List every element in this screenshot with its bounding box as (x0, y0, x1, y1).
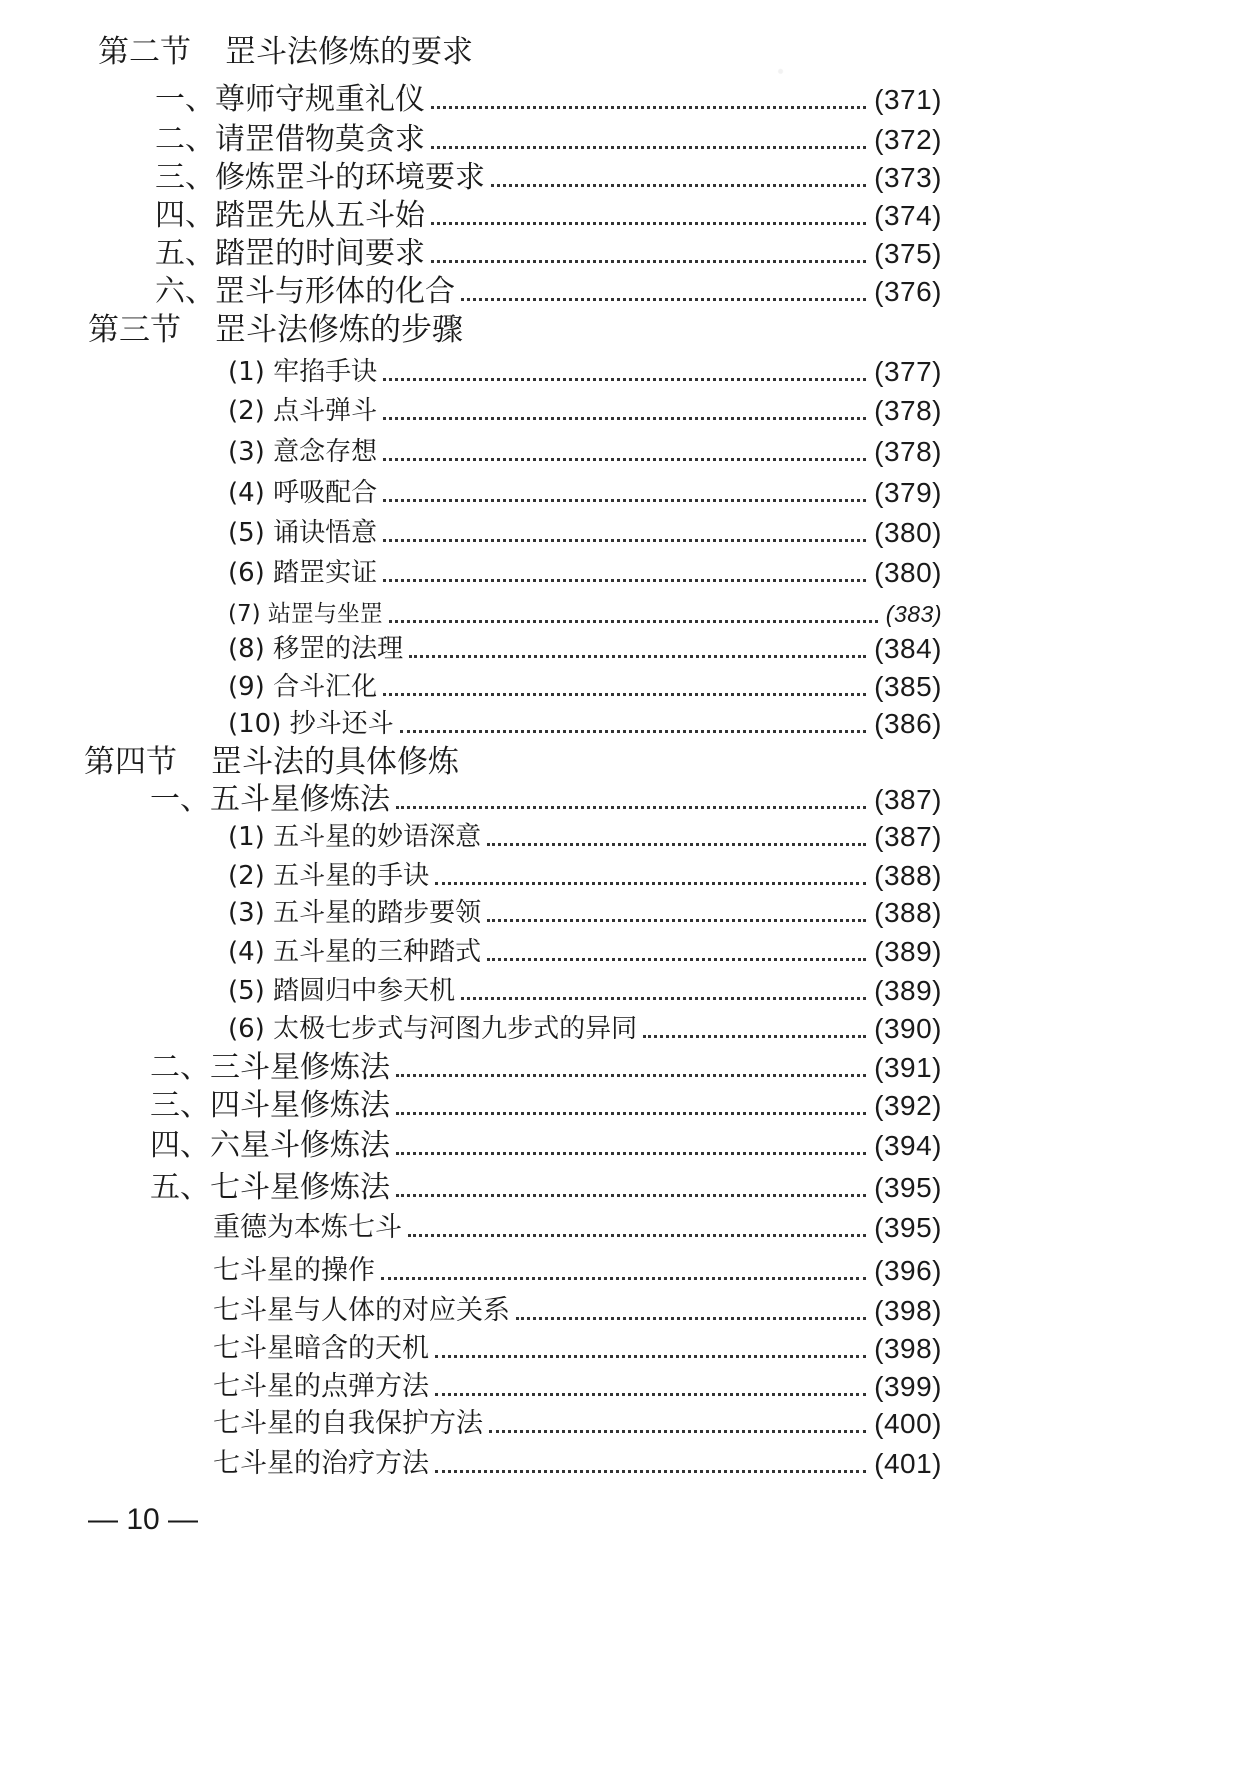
toc-entry (155, 82, 942, 118)
dot-leader (643, 1035, 866, 1038)
entry-page: (388) (874, 897, 942, 928)
dot-leader (383, 378, 866, 381)
entry-title: (4) 呼吸配合 (228, 478, 378, 508)
dot-leader (396, 1074, 866, 1077)
toc-entry (228, 669, 942, 705)
section-heading (88, 311, 463, 349)
toc-entry (228, 895, 942, 931)
entry-page: (380) (874, 557, 942, 588)
entry-title: 七斗星暗含的天机 (213, 1333, 429, 1364)
dot-leader (383, 499, 866, 502)
entry-page: (377) (874, 356, 942, 387)
dot-leader (383, 579, 866, 582)
toc-entry (228, 555, 942, 591)
entry-page: (373) (874, 162, 942, 193)
entry-title: 七斗星的点弹方法 (213, 1371, 429, 1402)
toc-entry (228, 354, 942, 390)
entry-page: (394) (874, 1130, 942, 1161)
toc-entry (228, 858, 942, 894)
section-title: 罡斗法的具体修炼 (211, 744, 459, 780)
entry-page: (391) (874, 1052, 942, 1083)
entry-page: (387) (874, 784, 942, 815)
entry-page: (380) (874, 517, 942, 548)
entry-page: (389) (874, 936, 942, 967)
entry-page: (398) (874, 1295, 942, 1326)
entry-title: (6) 太极七步式与河图九步式的异同 (228, 1014, 638, 1044)
entry-title: (10) 抄斗还斗 (228, 709, 394, 739)
toc-entry (228, 706, 942, 742)
entry-title: 四、六星斗修炼法 (150, 1128, 390, 1163)
entry-title: 七斗星的自我保护方法 (213, 1408, 483, 1439)
section-title: 罡斗法修炼的要求 (225, 34, 473, 70)
dot-leader (409, 655, 866, 658)
entry-page: (390) (874, 1013, 942, 1044)
entry-title: (3) 意念存想 (228, 437, 378, 467)
toc-entry (150, 1088, 942, 1124)
toc-entry (213, 1406, 942, 1442)
entry-page: (376) (874, 276, 942, 307)
entry-title: 三、修炼罡斗的环境要求 (155, 160, 485, 195)
entry-title: 四、踏罡先从五斗始 (155, 198, 425, 233)
entry-page: (398) (874, 1333, 942, 1364)
entry-title: (5) 踏圆归中参天机 (228, 976, 456, 1006)
section-heading (84, 743, 459, 781)
entry-page: (387) (874, 821, 942, 852)
dot-leader (383, 539, 866, 542)
toc-entry (213, 1369, 942, 1405)
entry-title: (3) 五斗星的踏步要领 (228, 898, 482, 928)
entry-title: (7) 站罡与坐罡 (228, 601, 383, 627)
dot-leader (431, 146, 866, 149)
entry-page: (400) (874, 1408, 942, 1439)
toc-entry (155, 198, 942, 234)
dot-leader (396, 1112, 866, 1115)
dot-leader (461, 997, 866, 1000)
entry-page: (401) (874, 1448, 942, 1479)
dot-leader (396, 806, 866, 809)
entry-title: (2) 五斗星的手诀 (228, 861, 430, 891)
toc-entry (150, 1050, 942, 1086)
entry-title: 二、三斗星修炼法 (150, 1050, 390, 1085)
toc-entry (213, 1331, 942, 1367)
section-title: 罡斗法修炼的步骤 (215, 312, 463, 348)
entry-page: (385) (874, 671, 942, 702)
dot-leader (431, 222, 866, 225)
toc-entry (228, 631, 942, 667)
entry-title: 五、七斗星修炼法 (150, 1170, 390, 1205)
section-heading (98, 33, 473, 71)
dot-leader (396, 1152, 866, 1155)
dot-leader (431, 106, 866, 109)
toc-entry (228, 475, 942, 511)
entry-page: (395) (874, 1212, 942, 1243)
dot-leader (461, 298, 866, 301)
entry-title: 一、五斗星修炼法 (150, 782, 390, 817)
toc-entry (228, 934, 942, 970)
entry-title: (4) 五斗星的三种踏式 (228, 937, 482, 967)
section-label: 第二节 (98, 34, 191, 70)
dot-leader (435, 1355, 866, 1358)
dot-leader (383, 458, 866, 461)
toc-entry (228, 434, 942, 470)
toc-entry (155, 274, 942, 310)
entry-page: (386) (874, 708, 942, 739)
entry-title: (2) 点斗弹斗 (228, 396, 378, 426)
entry-page: (392) (874, 1090, 942, 1121)
toc-entry (228, 1011, 942, 1047)
toc-entry (213, 1293, 942, 1329)
toc-entry (228, 819, 942, 855)
entry-page: (396) (874, 1255, 942, 1286)
toc-entry (228, 973, 942, 1009)
dot-leader (383, 417, 866, 420)
toc-entry (155, 160, 942, 196)
page-number: — 10 — (88, 1503, 199, 1536)
entry-title: (8) 移罡的法理 (228, 634, 404, 664)
entry-page: (388) (874, 860, 942, 891)
entry-title: (9) 合斗汇化 (228, 672, 378, 702)
entry-page: (384) (874, 633, 942, 664)
toc-entry (150, 1170, 942, 1206)
toc-entry (213, 1210, 942, 1246)
entry-title: (6) 踏罡实证 (228, 558, 378, 588)
dot-leader (381, 1277, 866, 1280)
dot-leader (487, 919, 866, 922)
entry-page: (395) (874, 1172, 942, 1203)
dot-leader (400, 730, 866, 733)
section-label: 第三节 (88, 312, 181, 348)
entry-title: 七斗星的治疗方法 (213, 1448, 429, 1479)
dot-leader (489, 1430, 866, 1433)
entry-title: 一、尊师守规重礼仪 (155, 82, 425, 117)
entry-title: 五、踏罡的时间要求 (155, 236, 425, 271)
entry-title: (1) 五斗星的妙语深意 (228, 822, 482, 852)
dot-leader (516, 1317, 866, 1320)
entry-page: (389) (874, 975, 942, 1006)
toc-entry (228, 515, 942, 551)
dot-leader (435, 882, 866, 885)
toc-entry (150, 1128, 942, 1164)
dot-leader (396, 1194, 866, 1197)
dot-leader (435, 1393, 866, 1396)
dot-leader (435, 1470, 866, 1473)
section-label: 第四节 (84, 744, 177, 780)
entry-title: (5) 诵诀悟意 (228, 518, 378, 548)
entry-page: (374) (874, 200, 942, 231)
dot-leader (408, 1234, 866, 1237)
entry-page: (379) (874, 477, 942, 508)
dot-leader (383, 693, 866, 696)
entry-page: (375) (874, 238, 942, 269)
entry-page: (372) (874, 124, 942, 155)
toc-entry (228, 393, 942, 429)
toc-entry (155, 236, 942, 272)
dot-leader (487, 958, 866, 961)
dot-leader (487, 843, 866, 846)
entry-page: (399) (874, 1371, 942, 1402)
entry-page: (383) (885, 601, 942, 627)
toc-entry (213, 1446, 942, 1482)
entry-title: 二、请罡借物莫贪求 (155, 122, 425, 157)
entry-page: (378) (874, 436, 942, 467)
dot-leader (431, 260, 866, 263)
toc-entry (155, 122, 942, 158)
entry-title: 三、四斗星修炼法 (150, 1088, 390, 1123)
entry-title: (1) 牢掐手诀 (228, 357, 378, 387)
entry-title: 六、罡斗与形体的化合 (155, 274, 455, 309)
toc-entry (228, 596, 942, 632)
entry-title: 七斗星的操作 (213, 1255, 375, 1286)
entry-page: (378) (874, 395, 942, 426)
toc-entry (150, 782, 942, 818)
dot-leader (491, 184, 866, 187)
toc-entry (213, 1253, 942, 1289)
entry-title: 七斗星与人体的对应关系 (213, 1295, 510, 1326)
entry-page: (371) (874, 84, 942, 115)
entry-title: 重德为本炼七斗 (213, 1212, 402, 1243)
dot-leader (389, 620, 878, 623)
